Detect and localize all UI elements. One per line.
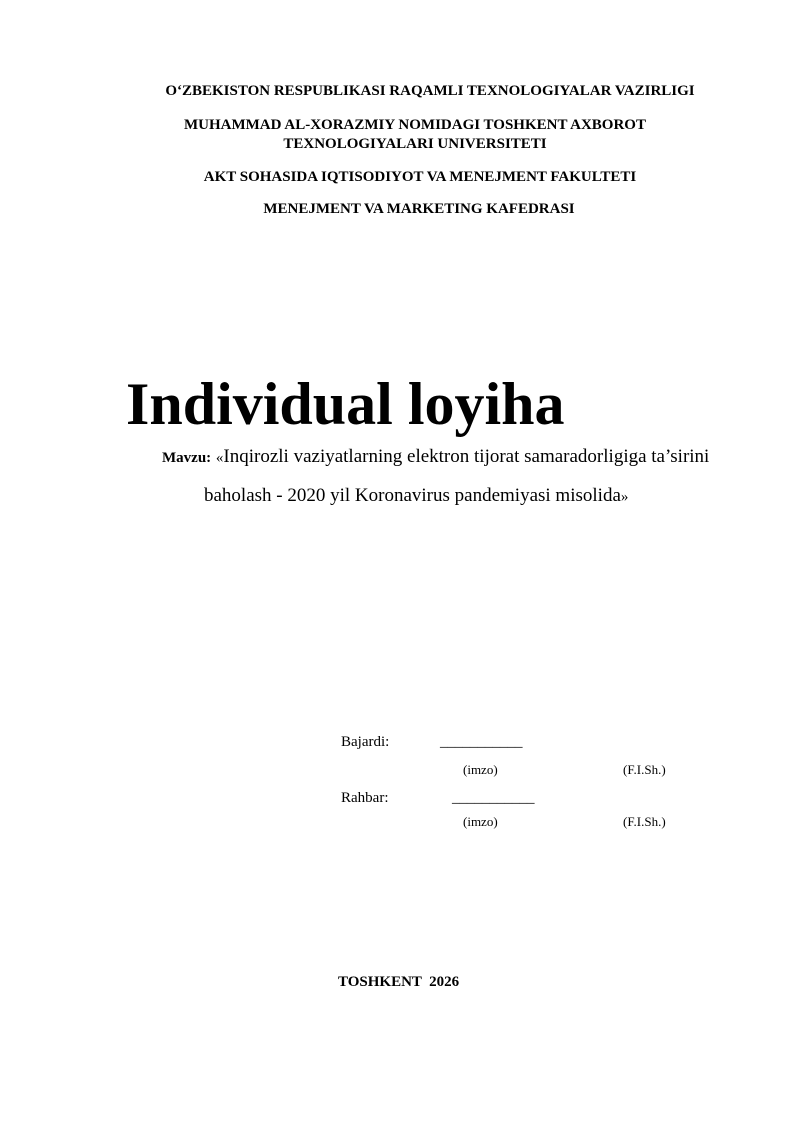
supervisor-signature-caption: (imzo) (463, 814, 498, 829)
supervisor-name-caption: (F.I.Sh.) (623, 814, 666, 829)
city-year-footer: TOSHKENT 2026 (338, 974, 460, 990)
supervisor-signature-line: ___________ (452, 790, 535, 806)
topic-text-line2: baholash - 2020 yil Koronavirus pandemiyasi misolida (204, 485, 621, 506)
topic-label: Mavzu: (162, 450, 212, 466)
faculty-heading: AKT SOHASIDA IQTISODIYOT VA MENEJMENT FAKULTETI (203, 169, 637, 185)
topic-close-quote: » (620, 489, 629, 505)
document-title: Individual loyiha (126, 371, 565, 437)
topic-block (162, 438, 762, 516)
university-heading-line2: TEXNOLOGIYALARI UNIVERSITETI (283, 136, 547, 152)
supervisor-label: Rahbar: (341, 790, 389, 806)
university-heading (0, 116, 800, 154)
performer-signature-line: ___________ (440, 734, 523, 750)
performer-name-caption: (F.I.Sh.) (623, 762, 666, 777)
topic-text-line1: Inqirozli vaziyatlarning elektron tijorat samaradorligiga ta’sirini (223, 446, 710, 467)
topic-open-quote: « (215, 450, 224, 466)
university-heading-line1: MUHAMMAD AL-XORAZMIY NOMIDAGI TOSHKENT AXBOROT (184, 117, 646, 133)
performer-label: Bajardi: (341, 734, 390, 750)
performer-signature-caption: (imzo) (463, 762, 498, 777)
ministry-heading: O‘ZBEKISTON RESPUBLIKASI RAQAMLI TEXNOLOGIYALAR VAZIRLIGI (165, 83, 695, 99)
topic-line2-wrap (162, 477, 762, 516)
department-heading: MENEJMENT VA MARKETING KAFEDRASI (263, 201, 575, 217)
